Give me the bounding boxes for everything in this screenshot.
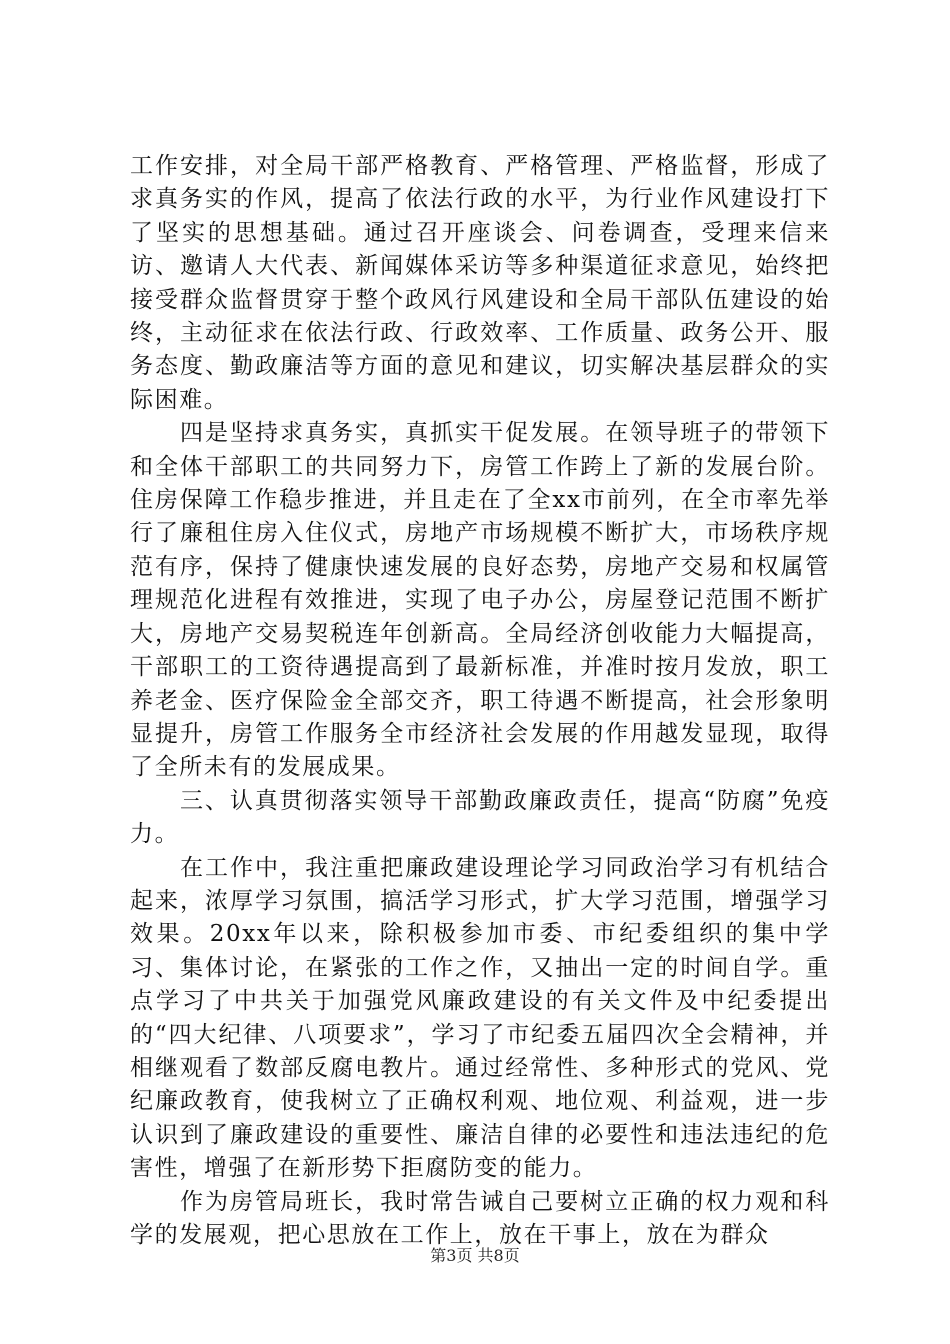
page-footer: 第3页 共8页 (430, 1246, 520, 1265)
paragraph-study: 在工作中，我注重把廉政建设理论学习同政治学习有机结合起来，浓厚学习氛围，搞活学习形式，扩大学习范围，增强学习效果。20xx年以来，除积极参加市委、市纪委组织的集中学习、集体讨论，在紧张的工作之作，又抽出一定的时间自学。重点学习了中共关于加强党风廉政建设的有关文件及中纪委提出的“四大纪律、八项要求”，学习了市纪委五届四次全会精神，并相继观看了数部反腐电教片。通过经常性、多种形式的党风、党纪廉政教育，使我树立了正确权利观、地位观、利益观，进一步认识到了廉政建设的重要性、廉洁自律的必要性和违法违纪的危害性，增强了在新形势下拒腐防变的能力。 (130, 854, 830, 1182)
section-heading-three: 三、认真贯彻落实领导干部勤政廉政责任，提高“防腐”免疫力。 (130, 787, 830, 848)
document-body (130, 150, 830, 1252)
paragraph-point-four: 四是坚持求真务实，真抓实干促发展。在领导班子的带领下和全体干部职工的共同努力下，房管工作跨上了新的发展台阶。住房保障工作稳步推进，并且走在了全xx市前列，在全市率先举行了廉租住房入住仪式，房地产市场规模不断扩大，市场秩序规范有序，保持了健康快速发展的良好态势，房地产交易和权属管理规范化进程有效推进，实现了电子办公，房屋登记范围不断扩大，房地产交易契税连年创新高。全局经济创收能力大幅提高，干部职工的工资待遇提高到了最新标准，并准时按月发放，职工养老金、医疗保险金全部交齐，职工待遇不断提高，社会形象明显提升，房管工作服务全市经济社会发展的作用越发显现，取得了全所未有的发展成果。 (130, 420, 830, 781)
paragraph-work-arrangement: 工作安排，对全局干部严格教育、严格管理、严格监督，形成了求真务实的作风，提高了依法行政的水平，为行业作风建设打下了坚实的思想基础。通过召开座谈会、问卷调查，受理来信来访、邀请人大代表、新闻媒体采访等多种渠道征求意见，始终把接受群众监督贯穿于整个政风行风建设和全局干部队伍建设的始终，主动征求在依法行政、行政效率、工作质量、政务公开、服务态度、勤政廉洁等方面的意见和建议，切实解决基层群众的实际困难。 (130, 153, 830, 413)
paragraph-director: 作为房管局班长，我时常告诫自己要树立正确的权力观和科学的发展观，把心思放在工作上，放在干事上，放在为群众 (130, 1188, 830, 1248)
